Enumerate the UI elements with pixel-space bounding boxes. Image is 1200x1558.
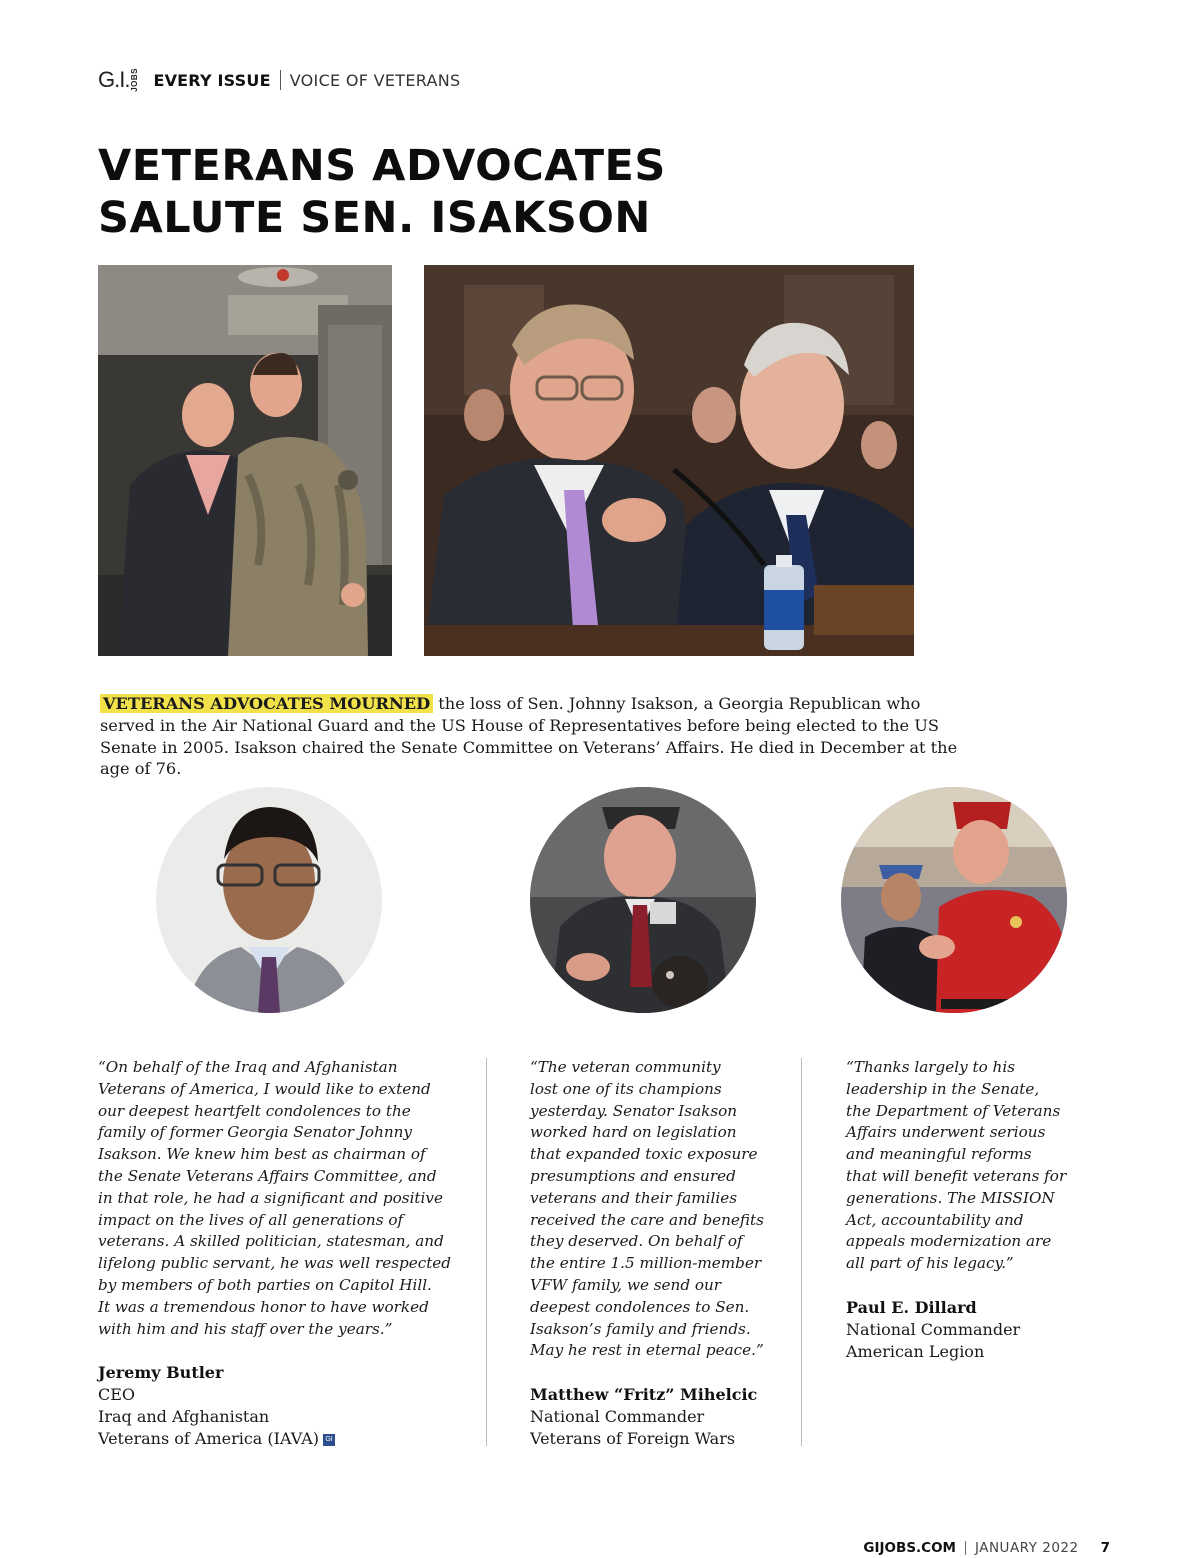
photo-hangar-image (98, 265, 392, 656)
portrait-jeremy-butler (156, 787, 382, 1013)
portrait-paul-dillard-image (841, 787, 1067, 1013)
quote-column-3 (846, 1057, 1086, 1363)
intro-body: the loss of Sen. Johnny Isakson, a Georgia Republican who served in the Air National Guard and the US House of Representatives before being elected to the US Senate in 2005. Isakson chaired the Senate Committee on Veterans’ Affairs. He died in December at the age of 76. (100, 694, 958, 779)
column-divider-2 (801, 1058, 802, 1446)
header-divider (280, 70, 281, 90)
quote-column-1 (98, 1057, 458, 1450)
page-number: 7 (1100, 1540, 1110, 1556)
footer-date: JANUARY 2022 (974, 1540, 1079, 1556)
subsection-label: VOICE OF VETERANS (289, 70, 461, 90)
quote-author-role (98, 1384, 458, 1450)
quote-author-role-text: CEO Iraq and Afghanistan Veterans of America (IAVA) (98, 1385, 320, 1449)
footer-site: GIJOBS.COM (863, 1540, 956, 1556)
end-of-article-icon: GI (323, 1434, 335, 1446)
footer-divider (965, 1541, 966, 1555)
intro-lead-highlight: VETERANS ADVOCATES MOURNED (100, 694, 433, 713)
quote-text: “The veteran community lost one of its champions yesterday. Senator Isakson worked hard on legislation that expanded toxic exposure presumptions and ensured veterans and their families received the care and benefits they deserved. On behalf of the entire 1.5 million-member VFW family, we send our deepest condolences to Sen. Isakson’s family and friends. May he rest in eternal peace.” (530, 1058, 764, 1360)
quote-author-name: Paul E. Dillard (846, 1297, 977, 1317)
title-line-1: VETERANS ADVOCATES (98, 141, 666, 191)
photo-senate-hearing (424, 265, 914, 656)
photo-senate-hearing-image (424, 265, 914, 656)
quote-author-name: Jeremy Butler (98, 1363, 224, 1383)
page-footer (820, 1538, 1110, 1558)
column-divider-1 (486, 1058, 487, 1446)
page-header (98, 66, 461, 94)
quote-author-role: National Commander Veterans of Foreign Wars (530, 1407, 736, 1449)
title-line-2: SALUTE SEN. ISAKSON (98, 193, 651, 243)
portrait-jeremy-butler-image (156, 787, 382, 1013)
section-label: EVERY ISSUE (153, 70, 271, 90)
quote-text: “Thanks largely to his leadership in the Senate, the Department of Veterans Affairs underwent serious and meaningful reforms that will benefit veterans for generations. The MISSION Act, accountability and appeals modernization are all part of his legacy.” (846, 1058, 1067, 1273)
photo-hangar (98, 265, 392, 656)
logo-subtext: JOBS (130, 68, 140, 92)
gi-jobs-logo (98, 68, 139, 92)
quote-author-role: National Commander American Legion (846, 1319, 1021, 1361)
portrait-matthew-mihelcic (530, 787, 756, 1013)
quote-author-name: Matthew “Fritz” Mihelcic (530, 1385, 758, 1405)
intro-paragraph (100, 693, 960, 780)
quote-text: “On behalf of the Iraq and Afghanistan Veterans of America, I would like to extend our deepest heartfelt condolences to the family of former Georgia Senator Johnny Isakson. We knew him best as chairman of the Senate Veterans Affairs Committee, and in that role, he had a significant and positive impact on the lives of all generations of veterans. A skilled politician, statesman, and lifelong public servant, he was well respected by members of both parties on Capitol Hill. It was a tremendous honor to have worked with him and his staff over the years.” (98, 1058, 452, 1338)
quote-column-2 (530, 1057, 770, 1450)
portrait-matthew-mihelcic-image (530, 787, 756, 1013)
portrait-paul-dillard (841, 787, 1067, 1013)
page-title (98, 140, 998, 244)
logo-text: G.I. (98, 66, 130, 92)
